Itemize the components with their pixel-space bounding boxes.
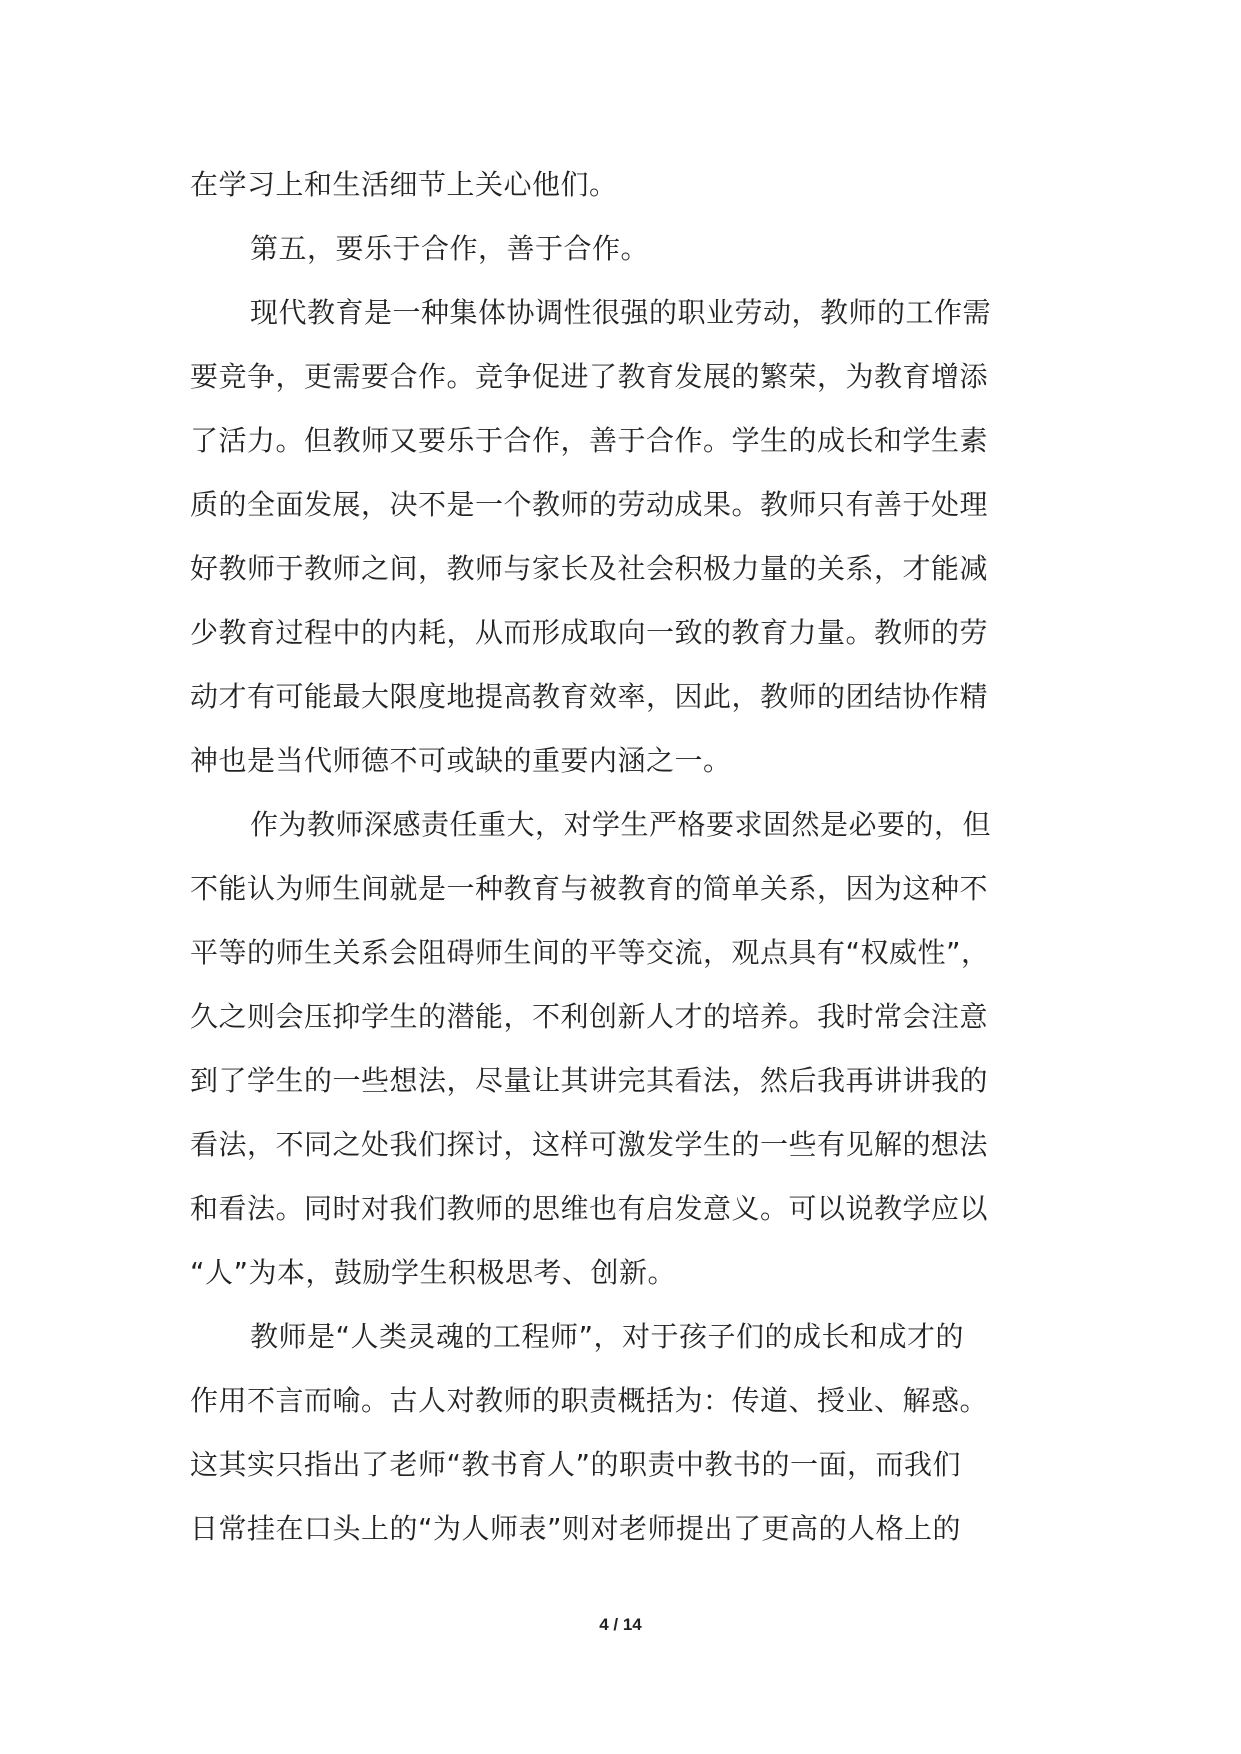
text-line: 在学习上和生活细节上关心他们。: [190, 168, 618, 201]
body-text: [190, 153, 1070, 1561]
text-line: 作为教师深感责任重大，对学生严格要求固然是必要的，但: [250, 808, 992, 841]
text-line: 质的全面发展，决不是一个教师的劳动成果。教师只有善于处理: [190, 488, 989, 521]
text-line: 日常挂在口头上的“为人师表”则对老师提出了更高的人格上的: [190, 1512, 962, 1545]
text-line: 了活力。但教师又要乐于合作，善于合作。学生的成长和学生素: [190, 424, 989, 457]
text-line: 第五，要乐于合作，善于合作。: [250, 232, 650, 265]
text-line: 好教师于教师之间，教师与家长及社会积极力量的关系，才能减: [190, 552, 989, 585]
text-line: 和看法。同时对我们教师的思维也有启发意义。可以说教学应以: [190, 1192, 989, 1225]
text-line: 到了学生的一些想法，尽量让其讲完其看法，然后我再讲讲我的: [190, 1064, 989, 1097]
text-line: 作用不言而喻。古人对教师的职责概括为：传道、授业、解惑。: [190, 1384, 989, 1417]
text-line: 平等的师生关系会阻碍师生间的平等交流，观点具有“权威性”，: [190, 936, 990, 969]
text-line: 要竞争，更需要合作。竞争促进了教育发展的繁荣，为教育增添: [190, 360, 989, 393]
text-line: 少教育过程中的内耗，从而形成取向一致的教育力量。教师的劳: [190, 616, 989, 649]
text-line: 现代教育是一种集体协调性很强的职业劳动，教师的工作需: [250, 296, 992, 329]
text-line: 久之则会压抑学生的潜能，不利创新人才的培养。我时常会注意: [190, 1000, 989, 1033]
text-line: 神也是当代师德不可或缺的重要内涵之一。: [190, 744, 732, 777]
text-line: 看法，不同之处我们探讨，这样可激发学生的一些有见解的想法: [190, 1128, 989, 1161]
page-number: 4 / 14: [599, 1615, 642, 1634]
text-line: 动才有可能最大限度地提高教育效率，因此，教师的团结协作精: [190, 680, 989, 713]
text-line: 不能认为师生间就是一种教育与被教育的简单关系，因为这种不: [190, 872, 989, 905]
text-line: “人”为本，鼓励学生积极思考、创新。: [190, 1256, 677, 1289]
text-line: 这其实只指出了老师“教书育人”的职责中教书的一面，而我们: [190, 1448, 962, 1481]
text-line: 教师是“人类灵魂的工程师”，对于孩子们的成长和成才的: [250, 1320, 965, 1353]
